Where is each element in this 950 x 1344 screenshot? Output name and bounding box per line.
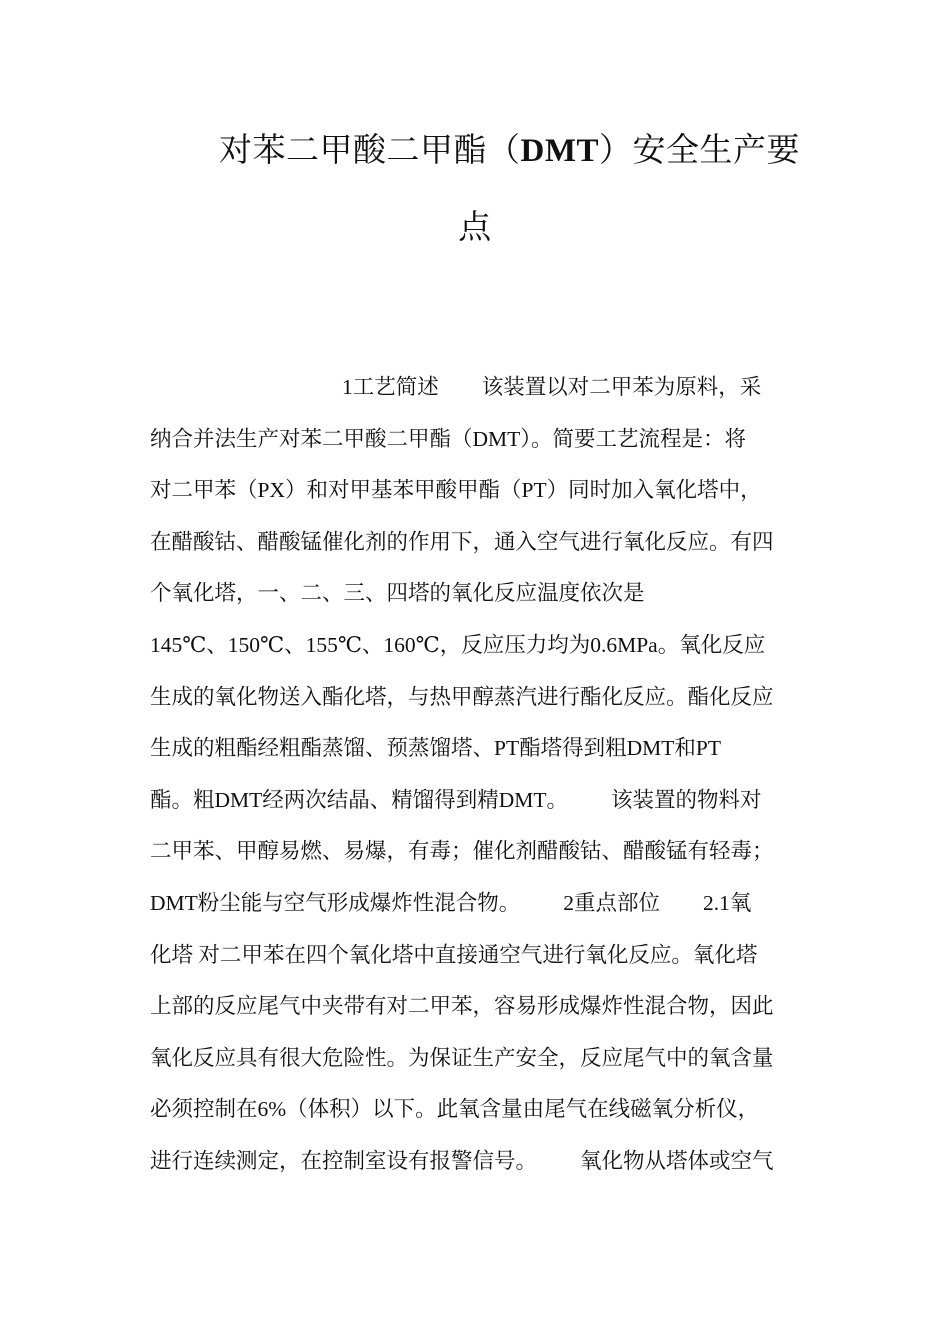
body-line — [150, 573, 800, 625]
body-line — [150, 728, 800, 780]
title-text-pre: 对苯二甲酸二甲酯（ — [219, 133, 521, 169]
body-line — [150, 780, 800, 832]
body-line — [150, 677, 800, 729]
body-line — [150, 470, 800, 522]
body-line-text: 进行连续测定，在控制室设有报警信号。 氧化物从塔体或空气 — [150, 1148, 774, 1173]
body-line-text: 生成的氧化物送入酯化塔，与热甲醇蒸汽进行酯化反应。酯化反应 — [150, 684, 774, 709]
body-line-text: DMT粉尘能与空气形成爆炸性混合物。 2重点部位 2.1氧 — [150, 890, 752, 915]
body-line — [150, 1089, 800, 1141]
body-line-text: 化塔 对二甲苯在四个氧化塔中直接通空气进行氧化反应。氧化塔 — [150, 942, 758, 967]
body-line — [150, 625, 800, 677]
body-line — [150, 883, 800, 935]
body-line-text: 酯。粗DMT经两次结晶、精馏得到精DMT。 该装置的物料对 — [150, 787, 762, 812]
body-line — [150, 831, 800, 883]
body-line-text: 个氧化塔，一、二、三、四塔的氧化反应温度依次是 — [150, 581, 645, 606]
body-line — [150, 1141, 800, 1193]
body-line-text: 对二甲苯（PX）和对甲基苯甲酸甲酯（PT）同时加入氧化塔中， — [150, 478, 762, 503]
document-title-line-1 — [150, 124, 800, 171]
body-line-text: 在醋酸钴、醋酸锰催化剂的作用下，通入空气进行氧化反应。有四 — [150, 529, 774, 554]
title-text-post: ）安全生产要 — [599, 133, 800, 169]
body-line-text: 必须控制在6%（体积）以下。此氧含量由尾气在线磁氧分析仪， — [150, 1097, 760, 1122]
document-body — [150, 367, 800, 1193]
body-line-text: 145℃、150℃、155℃、160℃，反应压力均为0.6MPa。氧化反应 — [150, 632, 766, 657]
document-title-line-2: 点 — [458, 210, 492, 246]
body-line — [150, 1038, 800, 1090]
body-line — [150, 986, 800, 1038]
body-line-text: 生成的粗酯经粗酯蒸馏、预蒸馏塔、PT酯塔得到粗DMT和PT — [150, 736, 721, 761]
body-line — [150, 935, 800, 987]
body-line — [150, 367, 800, 419]
body-line — [150, 522, 800, 574]
body-line-text: 上部的反应尾气中夹带有对二甲苯，容易形成爆炸性混合物，因此 — [150, 994, 774, 1019]
title-text-bold: DMT — [520, 133, 599, 169]
body-line-text: 1工艺简述 该装置以对二甲苯为原料，采 — [342, 375, 762, 399]
body-line-text: 氧化反应具有很大危险性。为保证生产安全，反应尾气中的氧含量 — [150, 1045, 774, 1070]
body-line — [150, 419, 800, 471]
body-line-text: 纳合并法生产对苯二甲酸二甲酯（DMT）。简要工艺流程是：将 — [150, 426, 747, 451]
body-line-text: 二甲苯、甲醇易燃、易爆，有毒；催化剂醋酸钴、醋酸锰有轻毒； — [150, 839, 774, 864]
